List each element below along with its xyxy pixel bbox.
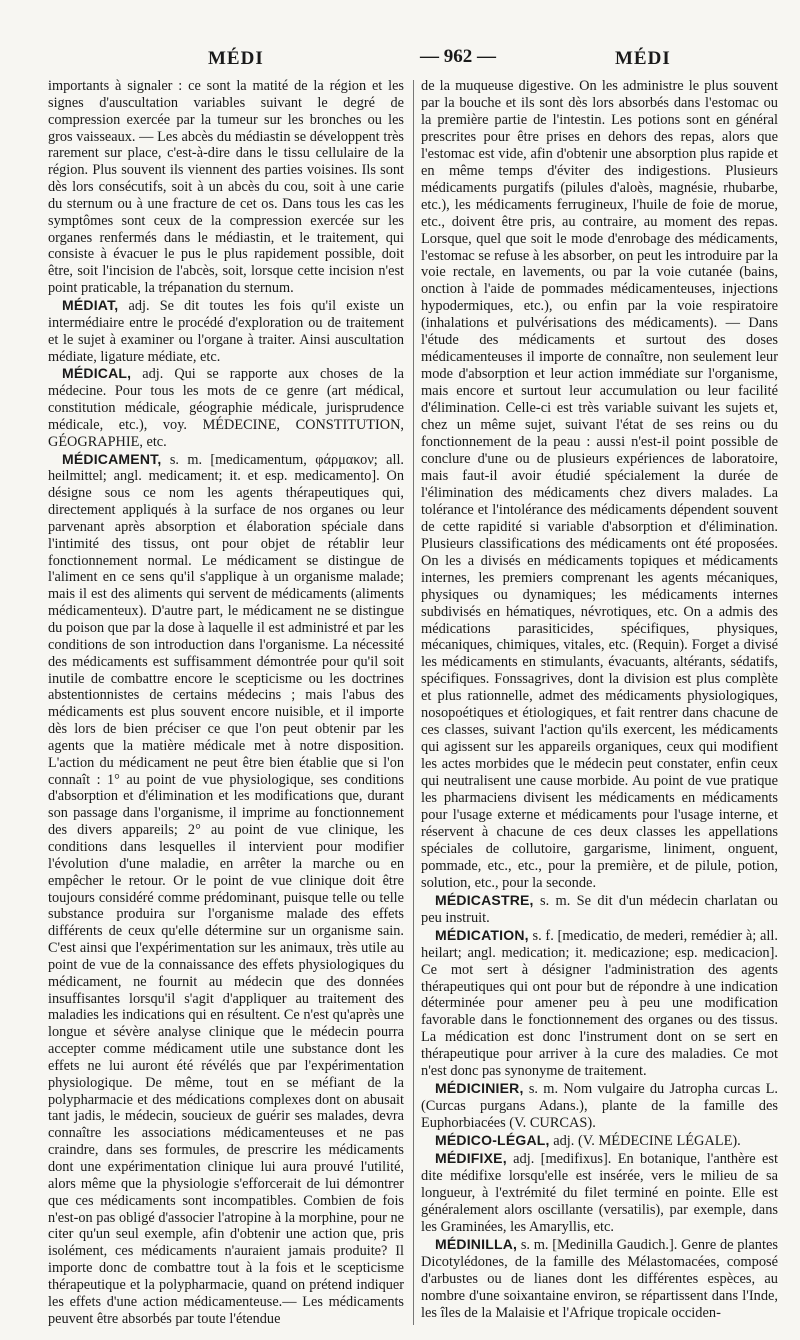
entry-headword: MÉDIFIXE,	[435, 1150, 507, 1167]
running-header	[50, 46, 770, 74]
entry-text: s. m. Nom vulgaire du Jatropha curcas L. (Curcas purgans Adans.), plante de la famille des Euphorbiacées (V. CURCAS).	[421, 1081, 778, 1132]
right-column	[421, 78, 778, 1322]
entry-headword: MÉDICO-LÉGAL,	[435, 1132, 550, 1149]
dictionary-entry	[421, 1150, 778, 1236]
continuation-paragraph	[48, 78, 404, 297]
left-column	[48, 78, 404, 1327]
entry-text: adj. (V. MÉDECINE LÉGALE).	[553, 1133, 741, 1150]
entry-text: de la muqueuse digestive. On les administre le plus souvent par la bouche et ils sont dès lors absorbés dans l'estomac ou la première partie de l'intestin. Les potions sont en général prescrites pour être prises en dehors des repas, alors que l'estomac est vide, afin d'obtenir une absorption plus rapide et en même temps d'éviter des indigestions. Plusieurs médicaments purgatifs (pilules d'aloès, magnésie, rhubarbe, etc.), les médicaments ferrugineux, l'huile de foie de morue, etc., doivent être pris, au contraire, au moment des repas. Lorsque, quel que soit le mode d'enrobage des médicaments, l'estomac se refuse à les absorber, on peut les introduire par la voie rectale, en lavements, ou par la voie cutanée (bains, onction à l'aide de pommades médicamenteuses, injections hypodermiques, etc.), ou enfin par la voie respiratoire (inhalations et pulvérisations des médicaments). — Dans l'étude des médicaments et surtout des doses médicamenteuses il importe de connaître, non seulement leur mode d'absorption et leur action immédiate sur l'organisme, mais encore et surtout leur accumulation ou leur facilité d'élimination. Celle-ci est très variable suivant les sujets et, chez un même sujet, suivant l'état de ses reins ou du fonctionnement de la peau : aussi n'est-il point possible de conclure d'une ou de plusieurs expériences de laboratoire, mais faut-il avoir étudié spécialement la durée de l'élimination des médicaments chez divers malades. La tolérance et l'intolérance des médicaments dépendent souvent de cette rapidité si variable d'absorption et d'élimination. Plusieurs classifications des médicaments ont été proposées. On les a divisés en médicaments topiques et médicaments internes, les premiers comprenant les agents mécaniques, physiques ou dynamiques; les médicaments internes subdivisés en hématiques, névrotiques, etc. On a admis des médications parasiticides, spécifiques, physiques, mécaniques, chimiques, vitales, etc. (Requin). Forget a divisé les médicaments en stimulants, évacuants, altérants, sédatifs, spécifiques. Fonssagrives, dont la division est plus complète et plus rationnelle, admet des médicaments physiologiques, nosopoétiques et étiologiques, et fait rentrer dans chacune de ces classes, suivant l'action qu'ils exercent, les médicaments qui agissent sur les appareils organiques, ceux qui modifient les actes morbides que le médecin peut constater, enfin ceux qui neutralisent une cause morbide. Au point de vue pratique les pharmaciens divisent les médicaments en médicaments pour l'usage externe et médicaments pour l'usage interne, et réservent à chacune de ces deux classes les appellations spéciales de collutoire, gargarisme, liniment, onguent, pommade, etc., etc., pour la première, et de pilule, potion, solution, etc., pour la seconde.	[421, 78, 778, 891]
entry-headword: MÉDINILLA,	[435, 1235, 518, 1252]
entry-headword: MÉDICINIER,	[435, 1080, 524, 1097]
continuation-paragraph	[421, 78, 778, 892]
entry-text: adj. Se dit toutes les fois qu'il existe un intermédiaire entre le procédé d'exploration ou de traitement et le sujet à examiner ou l'organe à traiter. Ainsi auscultation médiate, ligature médiate, etc.	[48, 297, 404, 365]
entry-text: s. m. [medicamentum, φάρμακον; all. heilmittel; angl. medicament; it. et esp. medicamento]. On désigne sous ce nom les agents thérapeutiques qui, directement appliqués à la surface de nos organes ou leur parvenant après absorption et élaboration spéciale dans l'intimité des tissus, ont pour objet de rétablir leur fonctionnement normal. Le médicament se distingue de l'aliment en ce sens qu'il s'applique à un organisme malade; mais il est des aliments qui servent de médicaments (aliments médicamenteux). D'autre part, le médicament ne se distingue du poison que par la dose à laquelle il est administré et par les conditions de son introduction dans l'organisme. La nécessité des médicaments est suffisamment démontrée pour qu'il soit inutile de combattre encore le scepticisme ou les doctrines abstentionnistes de certains médecins ; mais l'abus des médicaments est plus souvent encore nuisible, et il importe dès lors de bien préciser ce que l'on peut obtenir par les agents que la matière médicale met à notre disposition. L'action du médicament ne peut être bien établie que si l'on connaît : 1° au point de vue physiologique, ses conditions d'absorption et d'élimination et les modifications que, durant son passage dans l'organisme, il imprime au fonctionnement des divers appareils; 2° au point de vue clinique, les conditions dans lesquelles il intervient pour modifier l'évolution d'une maladie, en arrêter la marche ou en empêcher le retour. Or le point de vue clinique doit être toujours considéré comme prédominant, puisque telle ou telle substance produira sur l'organisme malade des effets différents de ceux qu'elle détermine sur un organisme sain. C'est ainsi que l'expérimentation sur les animaux, très utile au point de vue de la connaissance des effets physiologiques du médicament, ne fournit au médecin que des données insuffisantes lorsqu'il s'agit d'appliquer au traitement des maladies les indications qui en résultent. Ce n'est qu'après une longue et sévère analyse clinique que le médecin pourra accepter comme médicament utile une substance dont les effets ne lui auront été révélés que par l'expérimentation physiologique. De même, tout en se méfiant de la polypharmacie et des médications complexes dont on abusait tant jadis, le médecin, soucieux de guérir ses malades, devra connaître les associations médicamenteuses et ne pas craindre, dans ses formules, de prescrire les médicaments dont une expérimentation clinique lui aura prouvé l'utilité, alors même que la physiologie s'efforcerait de lui démontrer que ces médicaments sont incompatibles. Combien de fois n'est-on pas obligé d'associer l'atropine à la morphine, pour ne citer qu'un seul exemple, afin d'obtenir une action que, pris isolément, ces médicaments n'auraient jamais produite? Il importe donc de combattre tout à la fois et le scepticisme thérapeutique et la polypharmacie, quand on prétend indiquer les effets d'une action médicamenteuse.— Les médicaments peuvent être absorbés par toute l'étendue	[48, 451, 404, 1327]
dictionary-entry	[421, 1132, 778, 1150]
dictionary-entry	[48, 297, 404, 365]
entry-text: s. f. [medicatio, de mederi, remédier à; all. heilart; angl. medication; it. medicazione; esp. medicacion]. Ce mot sert à désigner l'administration des agents thérapeutiques qui ont pour but de répondre à une indication déterminée pour amener peu à peu une modification favorable dans le fonctionnement des organes ou des tissus. La médication est donc l'instrument dont on se sert en thérapeutique pour arriver à la cure des maladies. Ce mot n'est donc pas synonyme de traitement.	[421, 927, 778, 1080]
header-right-guide-word: MÉDI	[615, 48, 671, 69]
entry-headword: MÉDICASTRE,	[435, 891, 534, 908]
dictionary-entry	[421, 927, 778, 1081]
entry-headword: MÉDICAMENT,	[62, 450, 162, 467]
entry-text: s. m. [Medinilla Gaudich.]. Genre de plantes Dicotylédones, de la famille des Mélastomacées, composé d'arbustes ou de lianes dont les différentes espèces, au nombre d'une soixantaine environ, se répartissent dans l'Inde, les îles de la Malaisie et l'Afrique tropicale occiden-	[421, 1236, 778, 1321]
page-number: — 962 —	[420, 46, 496, 67]
entry-headword: MÉDIAT,	[62, 296, 119, 313]
entry-text: adj. [medifixus]. En botanique, l'anthère est dite médifixe lorsqu'elle est insérée, vers le milieu de sa longueur, à l'extrémité du filet terminé en pointe. Elle est généralement alors oscillante (versatilis), par exemple, dans les Graminées, les Amaryllis, etc.	[421, 1151, 778, 1235]
dictionary-entry	[48, 365, 404, 450]
entry-headword: MÉDICATION,	[435, 926, 529, 943]
entry-text: adj. Qui se rapporte aux choses de la médecine. Pour tous les mots de ce genre (art médical, constitution médicale, géographie médicale, jurisprudence médicale, etc.), voy. MÉDECINE, CONSTITUTION, GÉOGRAPHIE, etc.	[48, 366, 404, 450]
entry-headword: MÉDICAL,	[62, 365, 132, 382]
dictionary-entry	[421, 1236, 778, 1322]
entry-text: s. m. Se dit d'un médecin charlatan ou peu instruit.	[421, 892, 778, 926]
column-divider	[413, 80, 414, 1325]
dictionary-entry	[421, 1080, 778, 1132]
header-left-guide-word: MÉDI	[208, 48, 264, 69]
dictionary-entry	[421, 892, 778, 927]
dictionary-entry	[48, 451, 404, 1328]
entry-text: importants à signaler : ce sont la matité de la région et les signes d'auscultation variables suivant le degré de compression exercée par la tumeur sur les bronches ou les gros vaisseaux. — Les abcès du médiastin se développent très rarement sur place, c'est-à-dire dans le tissu cellulaire de la région. Plus souvent ils viennent des parties voisines. Ils sont dès lors consécutifs, soit à un abcès du cou, soit à une carie du sternum ou à une fracture de cet os. Dans tous les cas les symptômes sont ceux de la compression exercée sur les organes renfermés dans le médiastin, et le traitement, qui consiste à évacuer le pus le plus rapidement possible, doit être, soit l'incision de l'abcès, soit, lorsque cette incision n'est point praticable, la trépanation du sternum.	[48, 78, 404, 297]
